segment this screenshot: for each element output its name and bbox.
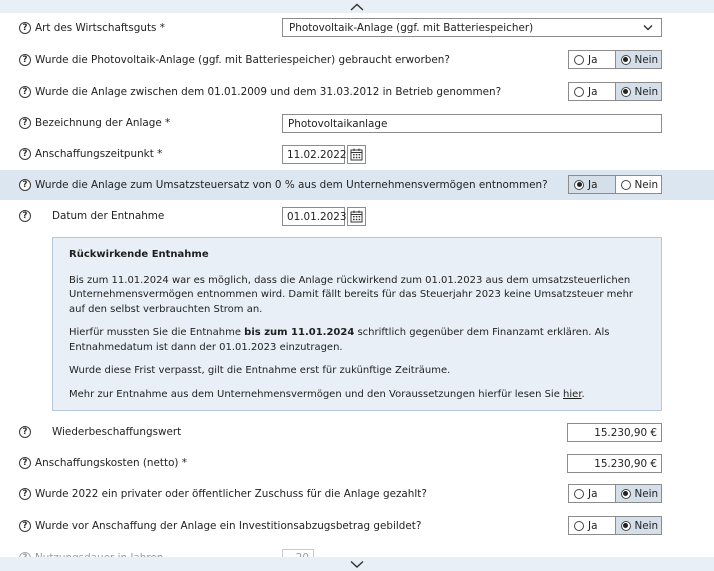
scroll-up-button[interactable] — [0, 0, 714, 13]
calendar-icon — [350, 148, 363, 161]
option-label: Ja — [588, 85, 598, 98]
umsatzsteuer-option-nein[interactable] — [615, 176, 662, 193]
label-bezeichnung: Bezeichnung der Anlage * — [35, 117, 171, 129]
scroll-down-button[interactable] — [0, 557, 714, 571]
info-paragraph-4 — [69, 388, 645, 403]
row-umsatzsteuer-entnahme — [0, 170, 714, 200]
row-anschaffungszeitpunkt — [0, 139, 714, 169]
bezeichnung-input[interactable] — [282, 114, 662, 133]
info-link-hier[interactable]: hier — [563, 388, 582, 400]
row-art-wirtschaftsgut — [0, 14, 714, 42]
info-box-rueckwirkende-entnahme — [52, 237, 662, 411]
row-investitionsabzugsbetrag — [0, 511, 714, 541]
bezeichnung-value: Photovoltaikanlage — [288, 117, 388, 130]
gebraucht-radio-group — [568, 50, 662, 69]
help-icon[interactable]: ? — [19, 210, 31, 222]
info-text: . — [581, 388, 585, 400]
label-art-wirtschaftsgut: Art des Wirtschaftsguts * — [35, 22, 165, 34]
chevron-up-icon — [350, 3, 364, 11]
option-label: Ja — [588, 487, 598, 500]
info-title: Rückwirkende Entnahme — [69, 249, 209, 260]
option-label: Ja — [588, 178, 598, 191]
info-paragraph-3: Wurde diese Frist verpasst, gilt die Entnahme erst für zukünftige Zeiträume. — [69, 365, 451, 376]
radio-icon — [574, 55, 584, 65]
option-label: Ja — [588, 519, 598, 532]
radio-checked-icon — [621, 489, 631, 499]
anschaffungszeitpunkt-value: 11.02.2022 — [287, 148, 347, 161]
radio-icon — [574, 521, 584, 531]
help-icon[interactable]: ? — [19, 179, 31, 191]
iab-option-nein[interactable] — [615, 517, 662, 534]
umsatzsteuer-option-ja[interactable] — [569, 176, 615, 193]
label-anschaffungskosten: Anschaffungskosten (netto) * — [35, 457, 187, 469]
anschaffungszeitpunkt-calendar-button[interactable] — [347, 145, 366, 164]
info-bold-deadline: bis zum 11.01.2024 — [244, 327, 355, 338]
help-icon[interactable]: ? — [19, 54, 31, 66]
radio-icon — [574, 489, 584, 499]
art-wirtschaftsgut-select[interactable] — [282, 18, 662, 37]
wiederbeschaffungswert-value: 15.230,90 € — [594, 426, 657, 439]
info-text: schriftlich gegenüber dem Finanzamt erklären. Als Entnahmedatum ist dann der 01.01.2023 einzutragen. — [69, 327, 610, 353]
label-inbetriebnahme: Wurde die Anlage zwischen dem 01.01.2009 und dem 31.03.2012 in Betrieb genommen? — [35, 86, 502, 98]
info-paragraph-2 — [69, 326, 645, 355]
help-icon[interactable]: ? — [19, 117, 31, 129]
betrieb-radio-group — [568, 82, 662, 101]
option-label: Nein — [634, 178, 659, 191]
datum-entnahme-value: 01.01.2023 — [287, 210, 347, 223]
row-bezeichnung — [0, 108, 714, 138]
betrieb-option-nein[interactable] — [615, 83, 662, 100]
anschaffungszeitpunkt-input[interactable] — [282, 145, 345, 164]
calendar-icon — [350, 210, 363, 223]
label-anschaffungszeitpunkt: Anschaffungszeitpunkt * — [35, 148, 163, 160]
row-inbetriebnahme — [0, 77, 714, 107]
label-umsatzsteuer-entnahme: Wurde die Anlage zum Umsatzsteuersatz von 0 % aus dem Unternehmensvermögen entnommen? — [35, 179, 548, 191]
row-wiederbeschaffungswert — [0, 417, 714, 447]
label-zuschuss: Wurde 2022 ein privater oder öffentlicher Zuschuss für die Anlage gezahlt? — [35, 488, 427, 500]
info-paragraph-1: Bis zum 11.01.2024 war es möglich, dass die Anlage rückwirkend zum 01.01.2023 aus dem umsatzsteuerlichen Unternehmensvermögen entnommen wird. Damit fällt bereits für das Steuerjahr 2023 keine Umsatzsteuer mehr auf den selbst verbrauchten Strom an. — [69, 274, 634, 315]
radio-icon — [574, 87, 584, 97]
radio-checked-icon — [574, 180, 584, 190]
help-icon[interactable]: ? — [19, 457, 31, 469]
row-zuschuss — [0, 479, 714, 509]
betrieb-option-ja[interactable] — [569, 83, 615, 100]
gebraucht-option-ja[interactable] — [569, 51, 615, 68]
info-text: Mehr zur Entnahme aus dem Unternehmensvermögen und den Voraussetzungen hierfür lesen Sie — [69, 388, 564, 400]
option-label: Nein — [634, 85, 659, 98]
row-datum-entnahme — [0, 201, 714, 231]
iab-radio-group — [568, 516, 662, 535]
option-label: Nein — [634, 53, 659, 66]
umsatzsteuer-radio-group — [568, 175, 662, 194]
row-gebraucht-erworben — [0, 45, 714, 75]
zuschuss-option-ja[interactable] — [569, 485, 615, 502]
radio-icon — [621, 180, 631, 190]
radio-checked-icon — [621, 55, 631, 65]
help-icon[interactable]: ? — [19, 148, 31, 160]
label-investitionsabzugsbetrag: Wurde vor Anschaffung der Anlage ein Investitionsabzugsbetrag gebildet? — [35, 520, 422, 532]
anschaffungskosten-input[interactable] — [567, 454, 662, 473]
iab-option-ja[interactable] — [569, 517, 615, 534]
chevron-down-icon — [643, 24, 653, 31]
radio-checked-icon — [621, 87, 631, 97]
label-wiederbeschaffungswert: Wiederbeschaffungswert — [52, 426, 182, 438]
row-anschaffungskosten — [0, 448, 714, 478]
option-label: Nein — [634, 519, 659, 532]
datum-entnahme-calendar-button[interactable] — [347, 207, 366, 226]
label-gebraucht-erworben: Wurde die Photovoltaik-Anlage (ggf. mit Batteriespeicher) gebraucht erworben? — [35, 54, 450, 66]
info-text: Hierfür mussten Sie die Entnahme — [69, 327, 245, 338]
anschaffungskosten-value: 15.230,90 € — [594, 457, 657, 470]
gebraucht-option-nein[interactable] — [615, 51, 662, 68]
option-label: Nein — [634, 487, 659, 500]
help-icon[interactable]: ? — [19, 520, 31, 532]
art-wirtschaftsgut-value: Photovoltaik-Anlage (ggf. mit Batteriespeicher) — [289, 21, 534, 34]
help-icon[interactable]: ? — [19, 22, 31, 34]
datum-entnahme-input[interactable] — [282, 207, 345, 226]
zuschuss-radio-group — [568, 484, 662, 503]
help-icon[interactable]: ? — [19, 86, 31, 98]
radio-checked-icon — [621, 521, 631, 531]
option-label: Ja — [588, 53, 598, 66]
help-icon[interactable]: ? — [19, 488, 31, 500]
wiederbeschaffungswert-input[interactable] — [567, 423, 662, 442]
help-icon[interactable]: ? — [19, 426, 31, 438]
zuschuss-option-nein[interactable] — [615, 485, 662, 502]
label-datum-entnahme: Datum der Entnahme — [52, 210, 165, 222]
chevron-down-icon — [350, 560, 364, 568]
